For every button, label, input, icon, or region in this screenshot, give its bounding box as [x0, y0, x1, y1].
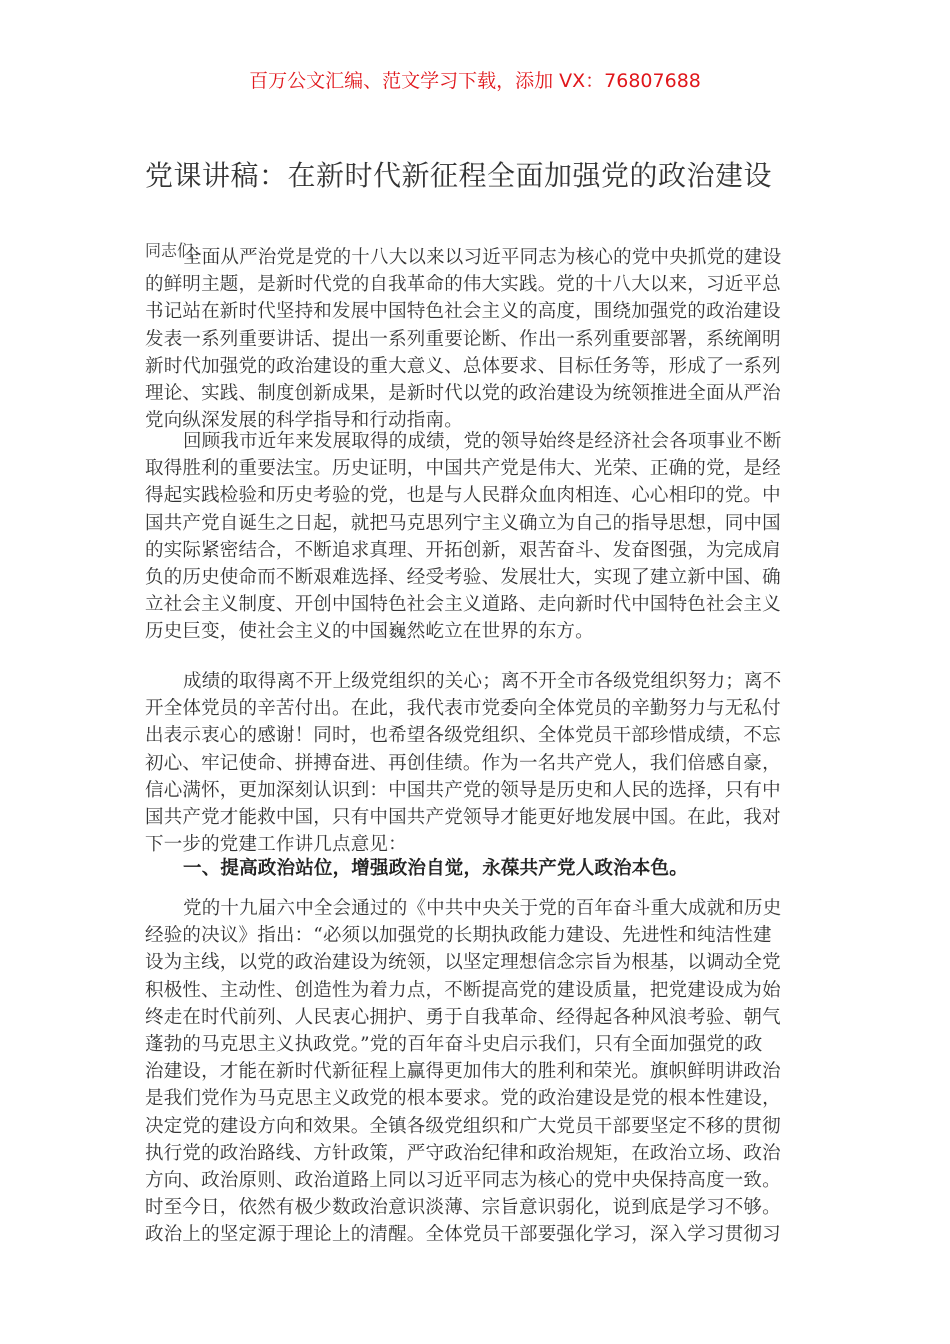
paragraph-line: 回顾我市近年来发展取得的成绩，党的领导始终是经济社会各项事业不断 — [183, 431, 782, 452]
paragraph-line: 全面从严治党是党的十八大以来以习近平同志为核心的党中央抓党的建设 — [183, 247, 782, 268]
paragraph-line: 终走在时代前列、人民衷心拥护、勇于自我革命、经得起各种风浪考验、朝气 — [145, 1006, 781, 1028]
paragraph-line: 发表一系列重要讲话、提出一系列重要论断、作出一系列重要部署，系统阐明 — [145, 328, 781, 350]
paragraph-line: 的鲜明主题，是新时代党的自我革命的伟大实践。党的十八大以来，习近平总 — [145, 274, 781, 296]
paragraph-line: 决定党的建设方向和效果。全镇各级党组织和广大党员干部要坚定不移的贯彻 — [145, 1115, 781, 1137]
paragraph-line: 下一步的党建工作讲几点意见： — [145, 834, 407, 856]
document-title: 党课讲稿：在新时代新征程全面加强党的政治建设 — [145, 159, 773, 192]
paragraph-line: 成绩的取得离不开上级党组织的关心；离不开全市各级党组织努力；离不 — [183, 671, 782, 692]
paragraph-line: 经验的决议》指出：“必须以加强党的长期执政能力建设、先进性和纯洁性建 — [145, 925, 772, 947]
paragraph-line: 设为主线，以党的政治建设为统领，以坚定理想信念宗旨为根基，以调动全党 — [145, 952, 781, 974]
paragraph-line: 新时代加强党的政治建设的重大意义、总体要求、目标任务等，形成了一系列 — [145, 355, 781, 377]
greeting: 同志们： — [145, 241, 210, 260]
paragraph-line: 执行党的政治路线、方针政策，严守政治纪律和政治规矩，在政治立场、政治 — [145, 1142, 781, 1164]
paragraph-line: 负的历史使命而不断艰难选择、经受考验、发展壮大，实现了建立新中国、确 — [145, 566, 781, 588]
paragraph-line: 治建设，才能在新时代新征程上赢得更加伟大的胜利和荣光。旗帜鲜明讲政治 — [145, 1061, 781, 1083]
paragraph-line: 的实际紧密结合，不断追求真理、开拓创新，艰苦奋斗、发奋图强，为完成肩 — [145, 539, 781, 561]
paragraph-line: 国共产党才能救中国，只有中国共产党领导才能更好地发展中国。在此，我对 — [145, 806, 781, 828]
section-paragraph — [145, 895, 810, 1248]
paragraph-3 — [145, 668, 810, 858]
paragraph-line: 党向纵深发展的科学指导和行动指南。 — [145, 410, 463, 432]
paragraph-line: 信心满怀，更加深刻认识到：中国共产党的领导是历史和人民的选择，只有中 — [145, 779, 781, 801]
section-heading: 一、提高政治站位，增强政治自觉，永葆共产党人政治本色。 — [183, 858, 688, 879]
paragraph-line: 蓬勃的马克思主义执政党。”党的百年奋斗史启示我们，只有全面加强党的政 — [145, 1033, 763, 1055]
paragraph-line: 取得胜利的重要法宝。历史证明，中国共产党是伟大、光荣、正确的党，是经 — [145, 458, 781, 480]
paragraph-line: 党的十九届六中全会通过的《中共中央关于党的百年奋斗重大成就和历史 — [183, 898, 782, 919]
paragraph-line: 得起实践检验和历史考验的党，也是与人民群众血肉相连、心心相印的党。中 — [145, 485, 781, 507]
paragraph-1 — [145, 244, 810, 434]
paragraph-line: 出表示衷心的感谢！同时，也希望各级党组织、全体党员干部珍惜成绩，不忘 — [145, 725, 781, 747]
paragraph-line: 政治上的坚定源于理论上的清醒。全体党员干部要强化学习，深入学习贯彻习 — [145, 1224, 781, 1246]
paragraph-line: 积极性、主动性、创造性为着力点，不断提高党的建设质量，把党建设成为始 — [145, 979, 781, 1001]
paragraph-line: 开全体党员的辛苦付出。在此，我代表市党委向全体党员的辛勤努力与无私付 — [145, 698, 781, 720]
section-heading-block — [145, 855, 810, 882]
paragraph-line: 是我们党作为马克思主义政党的根本要求。党的政治建设是党的根本性建设， — [145, 1088, 781, 1110]
paragraph-line: 历史巨变，使社会主义的中国巍然屹立在世界的东方。 — [145, 621, 594, 643]
paragraph-line: 时至今日，依然有极少数政治意识淡薄、宗旨意识弱化，说到底是学习不够。 — [145, 1197, 781, 1219]
paragraph-line: 国共产党自诞生之日起，就把马克思列宁主义确立为自己的指导思想，同中国 — [145, 512, 781, 534]
paragraph-2 — [145, 428, 810, 646]
watermark-banner: 百万公文汇编、范文学习下载，添加 VX：76807688 — [249, 70, 701, 92]
paragraph-line: 方向、政治原则、政治道路上同以习近平同志为核心的党中央保持高度一致。 — [145, 1169, 781, 1191]
paragraph-line: 初心、牢记使命、拼搏奋进、再创佳绩。作为一名共产党人，我们倍感自豪， — [145, 752, 781, 774]
paragraph-line: 理论、实践、制度创新成果，是新时代以党的政治建设为统领推进全面从严治 — [145, 382, 781, 404]
paragraph-line: 书记站在新时代坚持和发展中国特色社会主义的高度，围绕加强党的政治建设 — [145, 301, 781, 323]
paragraph-line: 立社会主义制度、开创中国特色社会主义道路、走向新时代中国特色社会主义 — [145, 594, 781, 616]
